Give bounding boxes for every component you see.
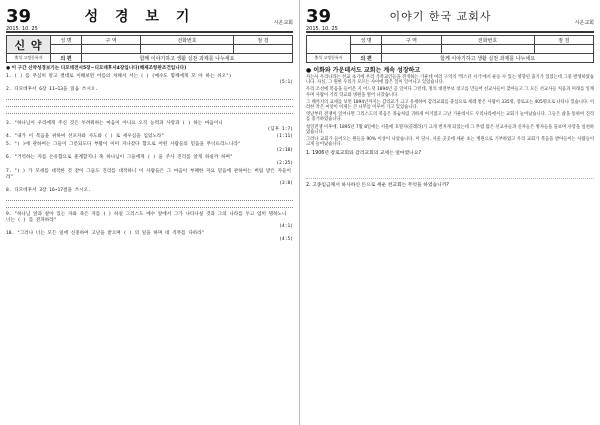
- question-1: [6, 74, 293, 86]
- lesson-number: 39: [306, 6, 332, 27]
- review-question-2: 2. 고종임금께서 하사하신 돈으로 세운 천교회는 무엇을 하였습니까?: [306, 183, 449, 189]
- question-2-text: 2. 디모데후서 6장 11~13을 읽읍 쓰시오.: [6, 87, 98, 92]
- info-header-district: 구 역: [382, 36, 441, 45]
- review-question-1: 1. 1906년 장로교회와 감리교회의 교세는 얼마였나요?: [306, 151, 421, 157]
- question-10: [6, 231, 293, 243]
- opinion-label: 의 편: [51, 54, 82, 63]
- article-paragraph-5: 청일전쟁 이후에, 1895년 7월 8일에는 서울에 호열자(콜레라)가 크게 번지게 되었는데 그 무렵 많은 선교사들과 신자들은 병자들을 돌보며 사랑을 실천하였습니다.: [306, 124, 594, 135]
- info-header-name: 성 명: [51, 36, 82, 45]
- question-7-ref: (3:8): [279, 180, 293, 186]
- question-10-ref: (4:5): [279, 237, 293, 242]
- info-header-phone: 전화번호: [441, 36, 534, 45]
- question-list: [6, 66, 293, 243]
- article-heading: ● 이화와 가운데서도 교회는 계속 성장하고: [306, 67, 421, 74]
- section-label: 신 약: [7, 36, 51, 54]
- question-9-text: 9. "하나님 앞과 살아 있는 자와 죽은 자를 ( ) 하실 그리스도 예수 앞에서 그가 나타나실 것과 그의 나라를 두고 엄히 명하노니 너는 ( ) 를 전파하라": [6, 211, 287, 223]
- question-7-text: 7. "( ) 가 모세를 대적한 것 같이 그들도 진리를 대적하니 이 사람들은 그 마음이 부패한 자요 믿음에 관하여는 버림 받은 자들이라": [6, 168, 291, 180]
- class-label: 출석 고정등록자: [307, 54, 351, 63]
- question-9-ref: (4:1): [279, 223, 293, 229]
- info-header-phone: 전화번호: [141, 36, 234, 45]
- question-5: [6, 142, 293, 154]
- question-3: [6, 121, 293, 133]
- date-bar: [6, 26, 293, 33]
- article-paragraph-6: 그러나 교회가 들어오는 원들을 90% 이상이 나았습니다. 이 당시, 서울 곳곳에 세운 초는 병원으로 기부하였고 우리 교회가 복음을 받아들이는 사람들이 크게 늘어났습니다.: [306, 137, 594, 148]
- issue-date: 2015. 10. 25: [6, 26, 38, 32]
- article-paragraph-4: 엿날부터 전쟁이 일어나면 그리스도의 복음은 목숨처럼 귀하게 여겨졌고 고난 가운데서도 우리나라에서는 교회가 늘어났습니다. 그들은 삶을 통하여 진리를 증거하였습니다.: [306, 112, 594, 123]
- question-8: [6, 188, 293, 210]
- question-8-text: 8. 디모데후서 3장 16~17절을 쓰시오.: [6, 188, 91, 193]
- question-6: [6, 155, 293, 167]
- church-name: 시온교회: [273, 20, 293, 26]
- right-header: [306, 4, 594, 26]
- question-5-text: 5. "( )에 관하여는 그들이 그릇되도다 부활이 이미 지나갔다 함으로 어떤 사람들의 믿음을 무너뜨리느니라": [6, 141, 241, 147]
- opinion-text: 함께 이야기하고 생활 실천 과제를 나누세요: [382, 54, 594, 63]
- question-3-text: 3. "하나님이 우리에게 주신 것은 두려워하는 마음이 아니요 오직 능력과 사랑과 ( ) 하는 마음이니: [6, 120, 223, 126]
- section-label: [307, 36, 351, 54]
- question-4-text: 4. "내가 이 복음을 위하여 선포자와 사도와 ( ) 로 세우심을 입었노라": [6, 134, 164, 139]
- question-1-text: 1. ( ) 를 무심히 알고 결대로 이해보면 어름의 처해서 서는 ( ) (예수도 함께에게 모 아 하는 쉬오"): [6, 73, 232, 79]
- question-4: [6, 134, 293, 140]
- name-field[interactable]: [51, 45, 82, 54]
- question-6-ref: (2:25): [276, 161, 293, 166]
- answer-area-2[interactable]: [6, 95, 293, 119]
- question-9: [6, 212, 293, 230]
- issue-date: 2015. 10. 25: [306, 26, 338, 32]
- info-header-district: 구 역: [82, 36, 141, 45]
- page-title: 성 경 보 기: [84, 9, 196, 25]
- info-table: [6, 35, 293, 63]
- check-field[interactable]: [534, 45, 593, 54]
- question-2: [6, 87, 293, 119]
- question-3-ref: (딤후 1:7): [267, 126, 293, 132]
- phone-field[interactable]: [441, 45, 534, 54]
- instruction-text: ● 이 구간 신약성경보기는 디모데전서5장~디모데후서4장입니다(해제조항판조건입니다): [6, 66, 187, 71]
- question-6-text: 6. "거역하는 자를 온유함으로 훈계할지니 혹 하나님이 그들에게 ( ) 을 주사 진리를 알게 하실까 하며": [6, 155, 233, 160]
- opinion-label: 의 편: [351, 54, 382, 63]
- district-field[interactable]: [382, 45, 441, 54]
- class-label: 출석 고정등록자: [7, 54, 51, 63]
- lesson-number: 39: [6, 6, 32, 27]
- right-history-page: [300, 0, 600, 425]
- question-4-ref: (1:11): [276, 134, 293, 139]
- page-title: 이야기 한국 교회사: [389, 10, 492, 23]
- phone-field[interactable]: [141, 45, 234, 54]
- name-field[interactable]: [351, 45, 382, 54]
- question-5-ref: (2:18): [276, 147, 293, 153]
- district-field[interactable]: [82, 45, 141, 54]
- info-header-check: 점 검: [233, 36, 292, 45]
- question-7: [6, 169, 293, 187]
- question-10-text: 10. "그러나 너는 모든 일에 신중하여 고난을 받으며 ( ) 의 일을 하며 네 직무를 다하라": [6, 231, 205, 236]
- info-header-name: 성 명: [351, 36, 382, 45]
- date-bar: [306, 26, 594, 33]
- review-answer-1[interactable]: [306, 157, 594, 179]
- article-paragraph-3: 그 해까지의 교세를 보면 1894년까지는 감리교가 크고 유세하여 감리교회를 중심으로 세례 받은 사람이 335명, 장로교는 405명으로 나타나 있습니다. 이러한 작은 씨앗이 이제는 큰 나무를 이루어 가고 있었습니다.: [306, 99, 594, 111]
- answer-area-8[interactable]: [6, 196, 293, 210]
- info-header-check: 점 검: [534, 36, 593, 45]
- check-field[interactable]: [233, 45, 292, 54]
- church-name: 시온교회: [574, 20, 594, 26]
- info-table: [306, 35, 594, 63]
- question-1-ref: (5:1): [279, 79, 293, 85]
- article-paragraph-2: 우리 조선에 복음을 들어온 지 어느덧 1894년 곧 일이다 그런데, 정의 대전부보 창고를 만들어 선교사들이 찾아들고 그 모든 선교사들 처음과 미래를 일깨우며 사람이 거리 학교와 병원을 열어 나갔습니다.: [306, 87, 594, 98]
- opinion-text: 함께 이야기하고 생활 실천 과제를 나누세요: [82, 54, 293, 63]
- article-paragraph-1: 자는사 우리나라는 선교 초기에 우리 가족교인들을 전개하는 가운데 여러 구역의 '엑스터 서기'에서 운동 수 있는 영향된 출기가 있었는데 그중 발생하였습니다. 사실, 그 원한 우리가 모르는 사이에 많은 일이 일어나고 있었습니다.: [306, 75, 594, 86]
- left-header: [6, 4, 293, 26]
